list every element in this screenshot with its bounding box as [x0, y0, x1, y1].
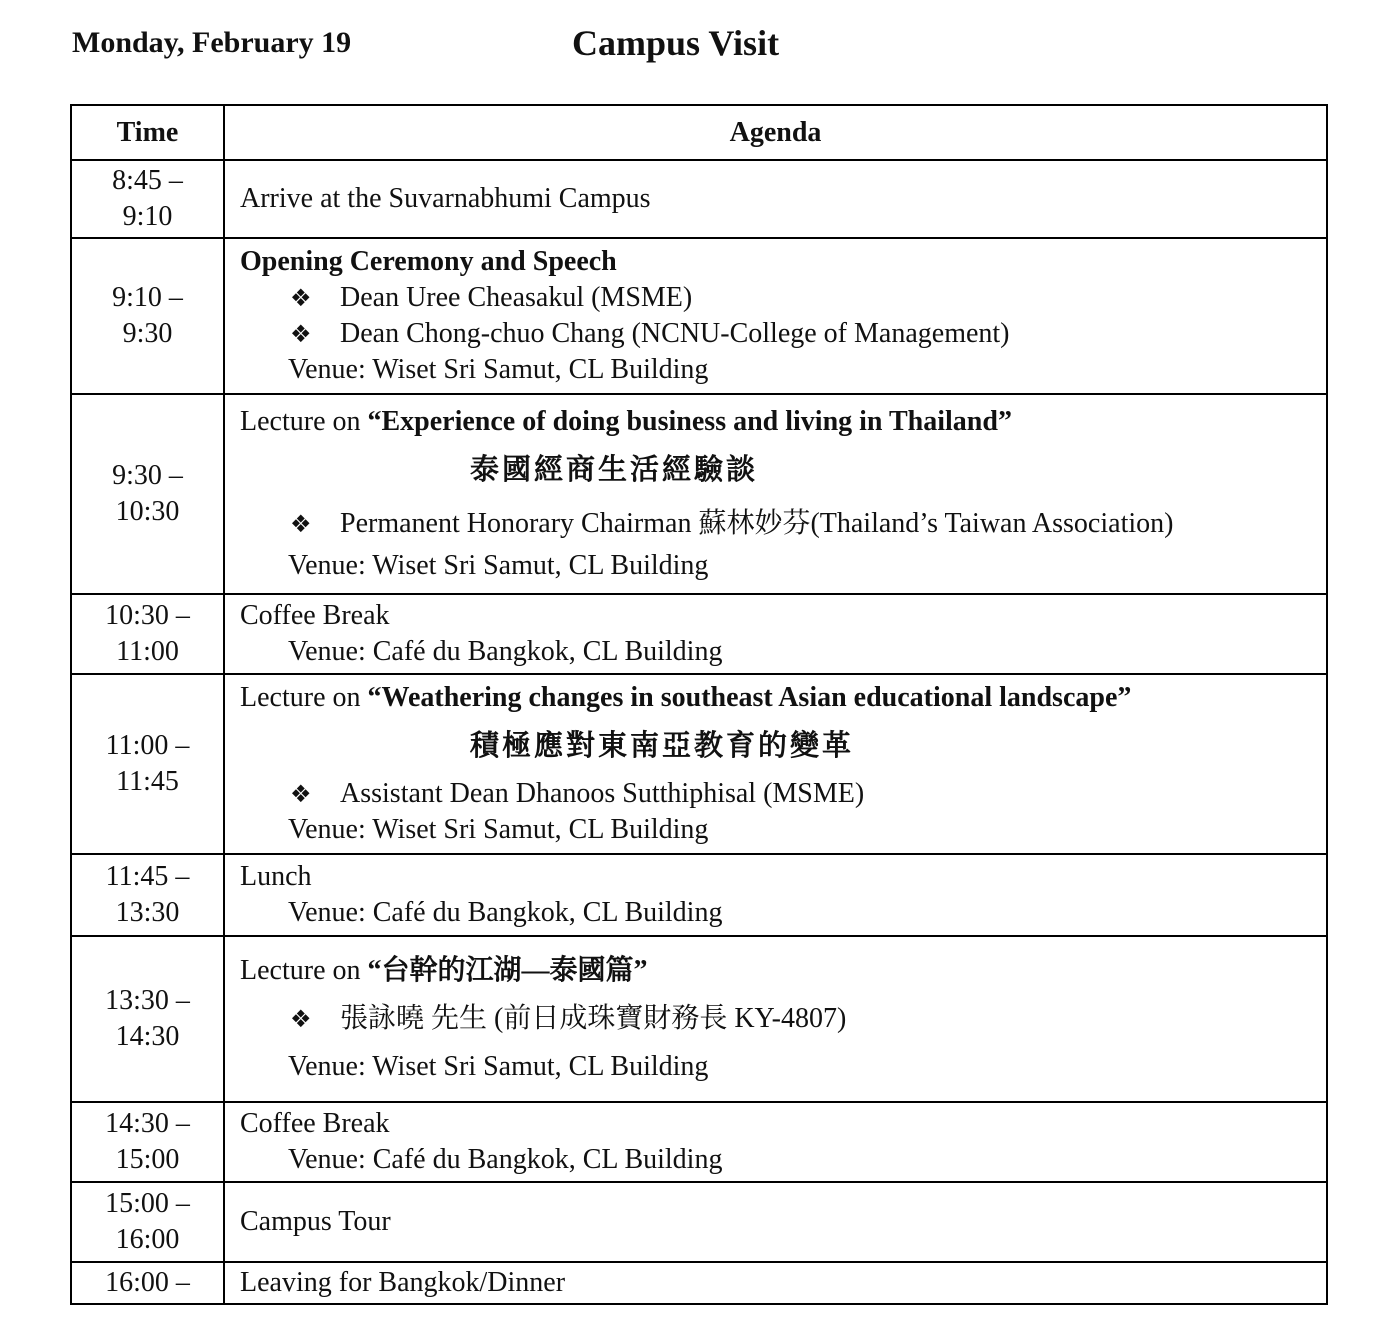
- lecture-line: [240, 404, 1326, 440]
- speaker-item: [240, 500, 1326, 548]
- time-start: 11:45 –: [105, 861, 190, 892]
- venue-text: Venue: Wiset Sri Samut, CL Building: [288, 1051, 709, 1082]
- agenda-text: Campus Tour: [240, 1206, 391, 1237]
- table-row: [71, 1102, 1327, 1182]
- agenda-table: [70, 104, 1328, 1305]
- table-row: [71, 1262, 1327, 1304]
- lecture-prefix: Lecture on: [240, 682, 368, 713]
- lecture-line: [240, 680, 1326, 716]
- speaker-text: Dean Chong-chuo Chang (NCNU-College of Management): [340, 318, 1010, 349]
- agenda-cell: [224, 854, 1327, 936]
- bullet-icon: ❖: [290, 780, 312, 808]
- time-end: 14:30: [115, 1021, 180, 1052]
- agenda-cell: [224, 594, 1327, 674]
- table-row: [71, 1182, 1327, 1262]
- lecture-title: “Experience of doing business and living in Thailand”: [367, 406, 1012, 437]
- agenda-cell: [224, 160, 1327, 238]
- time-cell: [71, 1102, 224, 1182]
- time-cell: [71, 674, 224, 854]
- table-row: [71, 936, 1327, 1102]
- agenda-cell: [224, 936, 1327, 1102]
- time-start: 13:30 –: [105, 985, 190, 1016]
- agenda-text: Lunch: [240, 861, 312, 892]
- time-end: 10:30: [115, 496, 180, 527]
- time-start: 9:10 –: [112, 282, 183, 313]
- bullet-icon: ❖: [290, 510, 312, 538]
- table-row: [71, 160, 1327, 238]
- time-end: 11:45: [116, 766, 179, 797]
- venue-text: Venue: Café du Bangkok, CL Building: [288, 1144, 723, 1175]
- session-heading: Opening Ceremony and Speech: [240, 246, 617, 277]
- time-cell: [71, 854, 224, 936]
- lecture-prefix: Lecture on: [240, 955, 368, 986]
- time-end: 11:00: [116, 636, 179, 667]
- speaker-text: Assistant Dean Dhanoos Sutthiphisal (MSME): [340, 778, 865, 809]
- agenda-text: Leaving for Bangkok/Dinner: [240, 1267, 566, 1298]
- speaker-text: Dean Uree Cheasakul (MSME): [340, 282, 693, 313]
- bullet-icon: ❖: [290, 284, 312, 312]
- table-row: [71, 854, 1327, 936]
- speaker-text: 張詠曉 先生 (前日成珠寶財務長 KY-4807): [340, 1003, 847, 1034]
- time-cell: [71, 936, 224, 1102]
- time-start: 16:00 –: [105, 1267, 190, 1298]
- agenda-cell: [224, 1262, 1327, 1304]
- agenda-text: Coffee Break: [240, 600, 390, 631]
- table-row: [71, 594, 1327, 674]
- agenda-text: Arrive at the Suvarnabhumi Campus: [240, 183, 651, 214]
- table-header-row: [71, 105, 1327, 160]
- column-header-time: Time: [71, 105, 224, 160]
- time-start: 11:00 –: [105, 730, 190, 761]
- venue-text: Venue: Café du Bangkok, CL Building: [288, 636, 723, 667]
- lecture-chinese-title: 泰國經商生活經驗談: [470, 454, 759, 486]
- bullet-icon: ❖: [290, 320, 312, 348]
- speaker-item: [240, 989, 1326, 1049]
- agenda-cell: [224, 1102, 1327, 1182]
- agenda-cell: [224, 394, 1327, 594]
- venue-text: Venue: Wiset Sri Samut, CL Building: [288, 550, 709, 581]
- speaker-item: [240, 316, 1326, 352]
- page-title: Campus Visit: [572, 23, 780, 63]
- time-cell: [71, 1262, 224, 1304]
- time-end: 16:00: [115, 1224, 180, 1255]
- venue-text: Venue: Café du Bangkok, CL Building: [288, 897, 723, 928]
- column-header-agenda: Agenda: [224, 105, 1327, 160]
- time-start: 9:30 –: [112, 460, 183, 491]
- table-row: [71, 674, 1327, 854]
- time-start: 15:00 –: [105, 1188, 190, 1219]
- time-cell: [71, 394, 224, 594]
- lecture-line: [240, 953, 1326, 989]
- lecture-prefix: Lecture on: [240, 406, 368, 437]
- speaker-text: Permanent Honorary Chairman 蘇林妙芬(Thailand’s Taiwan Association): [340, 508, 1174, 539]
- time-end: 9:30: [122, 318, 173, 349]
- agenda-text: Coffee Break: [240, 1108, 390, 1139]
- time-cell: [71, 238, 224, 394]
- agenda-cell: [224, 1182, 1327, 1262]
- venue-text: Venue: Wiset Sri Samut, CL Building: [288, 814, 709, 845]
- speaker-item: [240, 280, 1326, 316]
- agenda-cell: [224, 238, 1327, 394]
- lecture-title: “台幹的江湖—泰國篇”: [367, 955, 648, 986]
- time-end: 15:00: [115, 1144, 180, 1175]
- time-cell: [71, 594, 224, 674]
- venue-text: Venue: Wiset Sri Samut, CL Building: [288, 354, 709, 385]
- time-cell: [71, 1182, 224, 1262]
- time-end: 9:10: [122, 201, 173, 232]
- time-start: 10:30 –: [105, 600, 190, 631]
- bullet-icon: ❖: [290, 1005, 312, 1033]
- header-date: Monday, February 19: [72, 26, 352, 59]
- time-end: 13:30: [115, 897, 180, 928]
- lecture-title: “Weathering changes in southeast Asian educational landscape”: [367, 682, 1132, 713]
- lecture-chinese-title: 積極應對東南亞教育的變革: [470, 730, 855, 762]
- time-cell: [71, 160, 224, 238]
- time-start: 14:30 –: [105, 1108, 190, 1139]
- agenda-cell: [224, 674, 1327, 854]
- speaker-item: [240, 776, 1326, 812]
- table-row: [71, 238, 1327, 394]
- table-row: [71, 394, 1327, 594]
- time-start: 8:45 –: [112, 165, 183, 196]
